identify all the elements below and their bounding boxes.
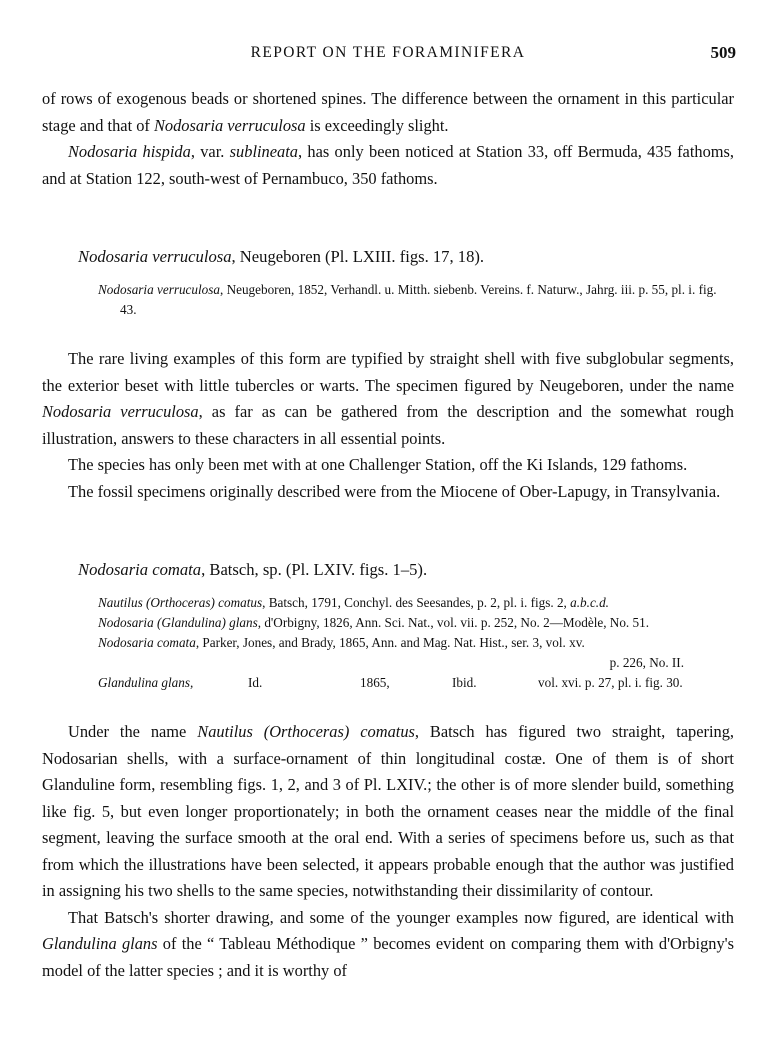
species-name-italic: Glandulina glans [42, 934, 158, 953]
species-name-italic: Nodosaria hispida [68, 142, 191, 161]
reference-text: , Parker, Jones, and Brady, 1865, Ann. and Mag. Nat. Hist., ser. 3, vol. xv. [195, 635, 585, 650]
paragraph-text: That Batsch's shorter drawing, and some of the younger examples now figured, are identical with [68, 907, 734, 927]
paragraph-description [42, 346, 734, 452]
reference-italic-name: Nodosaria (Glandulina) glans [98, 615, 258, 630]
species-name-italic: Nautilus (Orthoceras) comatus [197, 722, 415, 741]
reference-line-4 [98, 673, 724, 693]
reference-source: Ibid. [452, 675, 477, 690]
paragraph-text-end: , as far as can be gathered from the description and the somewhat rough illustration, answers to these characters in all essential points. [42, 402, 734, 448]
species-name-italic: Nodosaria verruculosa [42, 402, 199, 421]
species-heading-comata [78, 557, 734, 583]
reference-italic-tail: a.b.c.d. [570, 595, 609, 610]
variety-name-italic: sublineata [229, 142, 298, 161]
reference-italic-name: Nautilus (Orthoceras) comatus [98, 595, 263, 610]
paragraph-text-end: , has only been noticed at Station 33, off Bermuda, 435 fathoms, and at Station 122, south-west of Pernambuco, 350 fathoms. [42, 142, 734, 188]
species-name-italic: Nodosaria verruculosa [153, 115, 306, 135]
reference-italic-name: Nodosaria verruculosa [98, 282, 220, 297]
running-title: REPORT ON THE FORAMINIFERA [250, 44, 526, 61]
species-heading-rest: , Neugeboren (Pl. LXIII. figs. 17, 18). [231, 247, 485, 266]
paragraph-text: , var. [190, 142, 230, 161]
page-number: 509 [710, 43, 736, 62]
block-spacer [42, 693, 734, 719]
reference-italic-name: Nodosaria comata [98, 635, 196, 650]
paragraph-fossil: The fossil specimens originally described were from the Miocene of Ober-Lapugy, in Transylvania. [68, 481, 721, 501]
reference-italic-name: Glandulina glans, [98, 675, 194, 690]
paragraph-hispida [42, 139, 734, 192]
page-header [40, 44, 736, 68]
reference-author: Id. [248, 675, 263, 690]
reference-block-comata [98, 593, 724, 693]
reference-line-1 [98, 593, 724, 613]
reference-block-verruculosa [98, 280, 724, 320]
species-heading-name: Nodosaria comata [78, 560, 202, 579]
reference-locus: vol. xvi. p. 27, pl. i. fig. 30. [538, 675, 683, 690]
block-spacer [42, 320, 734, 346]
paragraph-text: The rare living examples of this form are typified by straight shell with five subglobular segments, the exterior beset with little tubercles or warts. The specimen figured by Neugeboren, under the name [42, 349, 734, 395]
species-heading-verruculosa [78, 244, 734, 270]
reference-line-2 [98, 613, 724, 633]
reference-year: 1865, [360, 675, 390, 690]
paragraph-text-end: of the “ Tableau Méthodique ” becomes evident on comparing them with d'Orbigny's model of the latter species ; and it is worthy of [42, 934, 735, 980]
reference-line [98, 280, 724, 320]
paragraph-text-end: , Batsch has figured two straight, tapering, Nodosarian shells, with a surface-ornament of thin longitudinal costæ. One of them is of short Glanduline form, resembling figs. 1, 2, and 3 of Pl. LXIV.; the other is of more slender build, something like fig. 5, but even longer proportionately; in both the ornament ceases near the middle of the final segment, leaving the surface smooth at the oral end. With a series of specimens before us, such as that from which the illustrations have been selected, it appears probable enough that the author was justified in assigning his two shells to the same species, notwithstanding their dissimilarity of contour. [42, 722, 734, 900]
reference-line-3 [98, 633, 724, 653]
reference-line-3-tail: p. 226, No. II. [609, 655, 684, 670]
heading-spacer [42, 583, 734, 593]
species-heading-rest: , Batsch, sp. (Pl. LXIV. figs. 1–5). [201, 560, 428, 579]
page-body [42, 86, 734, 984]
section-spacer [42, 505, 734, 557]
species-heading-name: Nodosaria verruculosa [78, 247, 232, 266]
paragraph-distribution: The species has only been met with at one Challenger Station, off the Ki Islands, 129 fathoms. [68, 455, 688, 474]
paragraph-continuation [42, 86, 734, 139]
paragraph-text: Under the name [68, 722, 198, 741]
reference-text: , Neugeboren, 1852, Verhandl. u. Mitth. siebenb. Vereins. f. Naturw., Jahrg. iii. p. 55, pl. i. fig. 43. [120, 282, 717, 317]
paragraph-glandulina-discussion [42, 905, 734, 985]
section-spacer [42, 192, 734, 244]
reference-text: , d'Orbigny, 1826, Ann. Sci. Nat., vol. vii. p. 252, No. 2—Modèle, No. 51. [257, 615, 649, 630]
heading-spacer [42, 270, 734, 280]
paragraph-text-end: is exceedingly slight. [305, 115, 449, 135]
reference-text: , Batsch, 1791, Conchyl. des Seesandes, p. 2, pl. i. figs. 2, [262, 595, 571, 610]
paragraph-text: of rows of exogenous beads or shortened spines. The difference between the ornament in this particular stage and that of [42, 89, 734, 135]
paragraph-batsch-discussion [42, 719, 734, 905]
